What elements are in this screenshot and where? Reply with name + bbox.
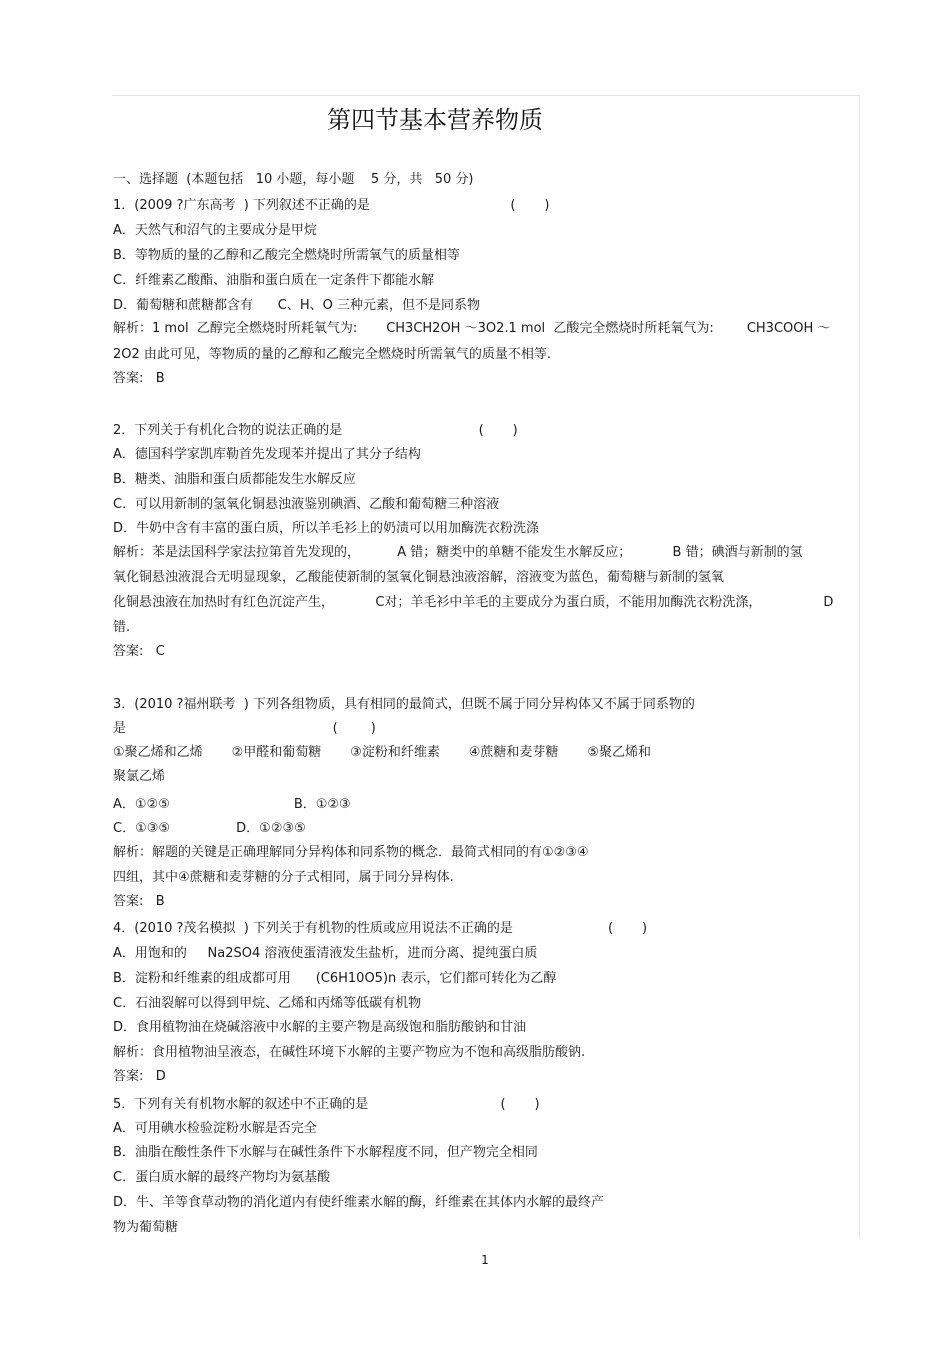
text-line: D．葡萄糖和蔗糖都含有 C、H、O 三种元素，但不是同系物 <box>113 298 481 313</box>
text-line: D．牛、羊等食草动物的消化道内有使纤维素水解的酶，纤维素在其体内水解的最终产 <box>113 1195 605 1210</box>
text-line: 解析：苯是法国科学家法拉第首先发现的， A 错；糖类中的单糖不能发生水解反应； B 错；碘酒与新制的氢 <box>113 545 803 560</box>
text-line: B．糖类、油脂和蛋白质都能发生水解反应 <box>113 472 356 487</box>
page-top-border <box>112 95 860 96</box>
text-line: A．可用碘水检验淀粉水解是否完全 <box>113 1121 317 1136</box>
text-line: 3．(2010 ?福州联考 ) 下列各组物质，具有相同的最简式，但既不属于同分异构体又不属于同系物的 <box>113 697 695 712</box>
text-line: 化铜悬浊液在加热时有红色沉淀产生， C对；羊毛衫中羊毛的主要成分为蛋白质，不能用加酶洗衣粉洗涤， D <box>113 595 834 610</box>
text-line: 四组，其中④蔗糖和麦芽糖的分子式相同，属于同分异构体. <box>113 870 454 885</box>
text-line: 答案: D <box>113 1069 166 1084</box>
text-line: 2O2 由此可见，等物质的量的乙醇和乙酸完全燃烧时所需氧气的质量不相等. <box>113 347 552 362</box>
text-line: 物为葡萄糖 <box>113 1220 179 1235</box>
text-line: C．纤维素乙酸酯、油脂和蛋白质在一定条件下都能水解 <box>113 273 435 288</box>
text-line: 答案: C <box>113 644 165 659</box>
text-line: C．可以用新制的氢氧化铜悬浊液鉴别碘酒、乙酸和葡萄糖三种溶液 <box>113 497 500 512</box>
text-line: ①聚乙烯和乙烯 ②甲醛和葡萄糖 ③淀粉和纤维素 ④蔗糖和麦芽糖 ⑤聚乙烯和 <box>113 745 651 760</box>
text-line: D．牛奶中含有丰富的蛋白质，所以羊毛衫上的奶渍可以用加酶洗衣粉洗涤 <box>113 521 540 536</box>
text-line: 解析：解题的关键是正确理解同分异构体和同系物的概念．最简式相同的有①②③④ <box>113 845 589 860</box>
text-line: C．石油裂解可以得到甲烷、乙烯和丙烯等低碳有机物 <box>113 996 422 1011</box>
text-line: 答案: B <box>113 371 165 386</box>
document-title: 第四节基本营养物质 <box>327 106 543 134</box>
text-line: C．①③⑤ D．①②③⑤ <box>113 821 306 836</box>
text-line: A．用饱和的 Na2SO4 溶液使蛋清液发生盐析，进而分离、提纯蛋白质 <box>113 946 538 961</box>
text-line: 是 ( ) <box>113 721 376 736</box>
text-line: 5．下列有关有机物水解的叙述中不正确的是 ( ) <box>113 1097 540 1112</box>
text-line: B．油脂在酸性条件下水解与在碱性条件下水解程度不同，但产物完全相同 <box>113 1145 538 1160</box>
text-line: 答案: B <box>113 894 165 909</box>
text-line: 氧化铜悬浊液混合无明显现象，乙酸能使新制的氢氧化铜悬浊液溶解，溶液变为蓝色，葡萄糖与新制的氢氧 <box>113 570 725 585</box>
text-line: 一、选择题 (本题包括 10 小题，每小题 5 分，共 50 分) <box>113 172 474 187</box>
text-line: 聚氯乙烯 <box>113 769 166 784</box>
text-line: A．天然气和沼气的主要成分是甲烷 <box>113 223 317 238</box>
text-line: 解析：食用植物油呈液态，在碱性环境下水解的主要产物应为不饱和高级脂肪酸钠. <box>113 1045 586 1060</box>
page-number: 1 <box>481 1253 489 1267</box>
text-line: A．①②⑤ B．①②③ <box>113 797 351 812</box>
text-line: 解析：1 mol 乙醇完全燃烧时所耗氧气为: CH3CH2OH ～3O2.1 mol 乙酸完全燃烧时所耗氧气为: CH3COOH ～ <box>113 321 831 336</box>
page-right-border <box>859 95 860 1238</box>
text-line: 2．下列关于有机化合物的说法正确的是 ( ) <box>113 423 518 438</box>
text-line: 错. <box>113 620 131 635</box>
text-line: D．食用植物油在烧碱溶液中水解的主要产物是高级饱和脂肪酸钠和甘油 <box>113 1020 527 1035</box>
text-line: B．淀粉和纤维素的组成都可用 (C6H10O5)n 表示，它们都可转化为乙醇 <box>113 971 557 986</box>
text-line: A．德国科学家凯库勒首先发现苯并提出了其分子结构 <box>113 447 421 462</box>
text-line: 1．(2009 ?广东高考 ) 下列叙述不正确的是 ( ) <box>113 198 550 213</box>
text-line: C．蛋白质水解的最终产物均为氨基酸 <box>113 1170 331 1185</box>
text-line: B．等物质的量的乙醇和乙酸完全燃烧时所需氧气的质量相等 <box>113 248 460 263</box>
text-line: 4．(2010 ?茂名模拟 ) 下列关于有机物的性质或应用说法不正确的是 ( ) <box>113 921 648 936</box>
